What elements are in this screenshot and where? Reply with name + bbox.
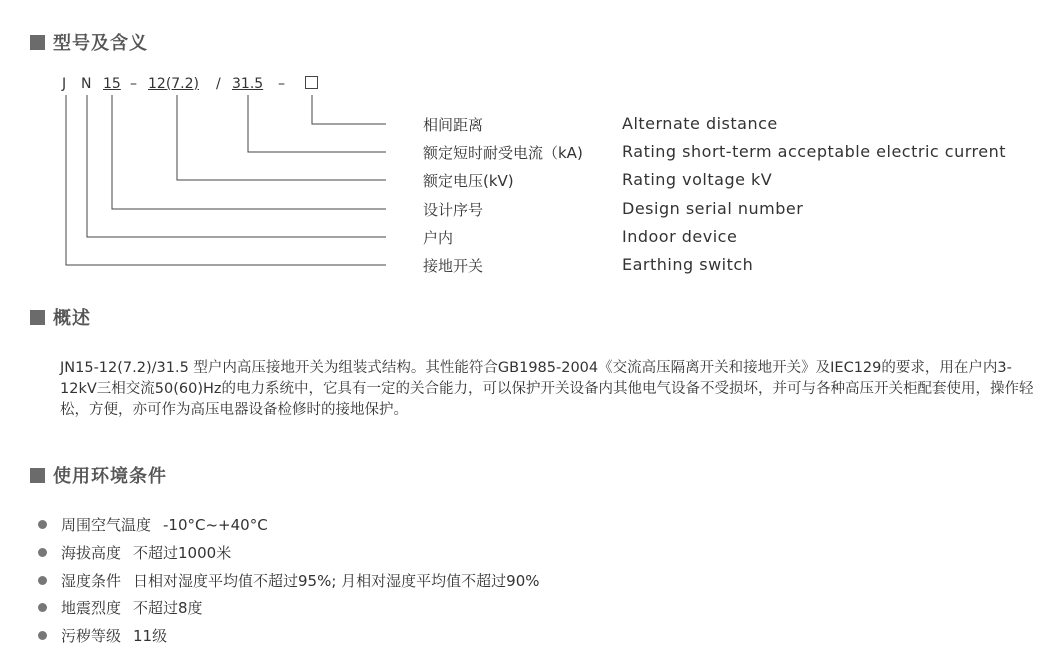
- code-slash: /: [216, 76, 221, 92]
- bullet-dot-icon: [38, 548, 47, 557]
- legend-en-3: Design serial number: [622, 199, 804, 218]
- legend-cn-2: 额定电压(kV): [423, 172, 514, 190]
- section-header-overview: [30, 304, 91, 330]
- condition-label: 地震烈度: [61, 599, 122, 617]
- list-item: [38, 570, 540, 591]
- condition-value: -10°C~+40°C: [163, 515, 268, 534]
- bullet-dot-icon: [38, 576, 47, 585]
- connector-voltage: [177, 95, 386, 180]
- code-j: J: [62, 76, 67, 92]
- legend-en-2: Rating voltage kV: [622, 170, 773, 189]
- section-header-environment: [30, 462, 167, 488]
- code-n: N: [81, 76, 92, 92]
- condition-label: 湿度条件: [61, 572, 122, 590]
- condition-value: 日相对湿度平均值不超过95%; 月相对湿度平均值不超过90%: [133, 572, 540, 590]
- condition-value: 不超过8度: [133, 599, 203, 617]
- code-serial: 15: [103, 76, 121, 92]
- section-title: 概述: [53, 308, 91, 329]
- bullet-dot-icon: [38, 520, 47, 529]
- overview-paragraph: JN15-12(7.2)/31.5 型户内高压接地开关为组装式结构。其性能符合GB1985-2004《交流高压隔离开关和接地开关》及IEC129的要求，用在户内3-12kV三相交流50(60)Hz的电力系统中，它具有一定的关合能力，可以保护开关设备内其他电气设备不受损坏，并可与各种高压开关柜配套使用，操作轻松，方便，亦可作为高压电器设备检修时的接地保护。: [60, 360, 1034, 418]
- legend-en-1: Rating short-term acceptable electric current: [622, 142, 1006, 161]
- legend-cn-5: 接地开关: [423, 257, 484, 275]
- code-voltage: 12(7.2): [148, 76, 200, 92]
- legend-en-5: Earthing switch: [622, 255, 754, 274]
- legend-en-4: Indoor device: [622, 227, 738, 246]
- condition-label: 海拔高度: [61, 544, 122, 562]
- legend-en-0: Alternate distance: [622, 114, 778, 133]
- condition-label: 污秽等级: [61, 627, 122, 645]
- connector-alternate-distance: [312, 95, 386, 124]
- square-bullet-icon: [30, 468, 45, 483]
- condition-value: 不超过1000米: [133, 544, 232, 562]
- code-dash-2: –: [278, 76, 285, 92]
- legend-cn-4: 户内: [423, 229, 454, 247]
- legend-cn-3: 设计序号: [423, 201, 484, 219]
- legend-cn-0: 相间距离: [423, 116, 484, 134]
- code-dash-1: –: [130, 76, 137, 92]
- bullet-dot-icon: [38, 631, 47, 640]
- code-current: 31.5: [232, 76, 264, 92]
- list-item: [38, 542, 231, 563]
- section-title: 型号及含义: [53, 33, 148, 54]
- list-item: [38, 597, 203, 618]
- section-title: 使用环境条件: [53, 466, 167, 487]
- list-item: [38, 514, 268, 535]
- legend-cn-1: 额定短时耐受电流（kA): [423, 144, 583, 162]
- condition-value: 11级: [133, 627, 168, 645]
- connector-indoor: [87, 95, 386, 237]
- condition-label: 周围空气温度: [61, 516, 152, 534]
- square-bullet-icon: [30, 310, 45, 325]
- list-item: [38, 625, 167, 646]
- bullet-dot-icon: [38, 603, 47, 612]
